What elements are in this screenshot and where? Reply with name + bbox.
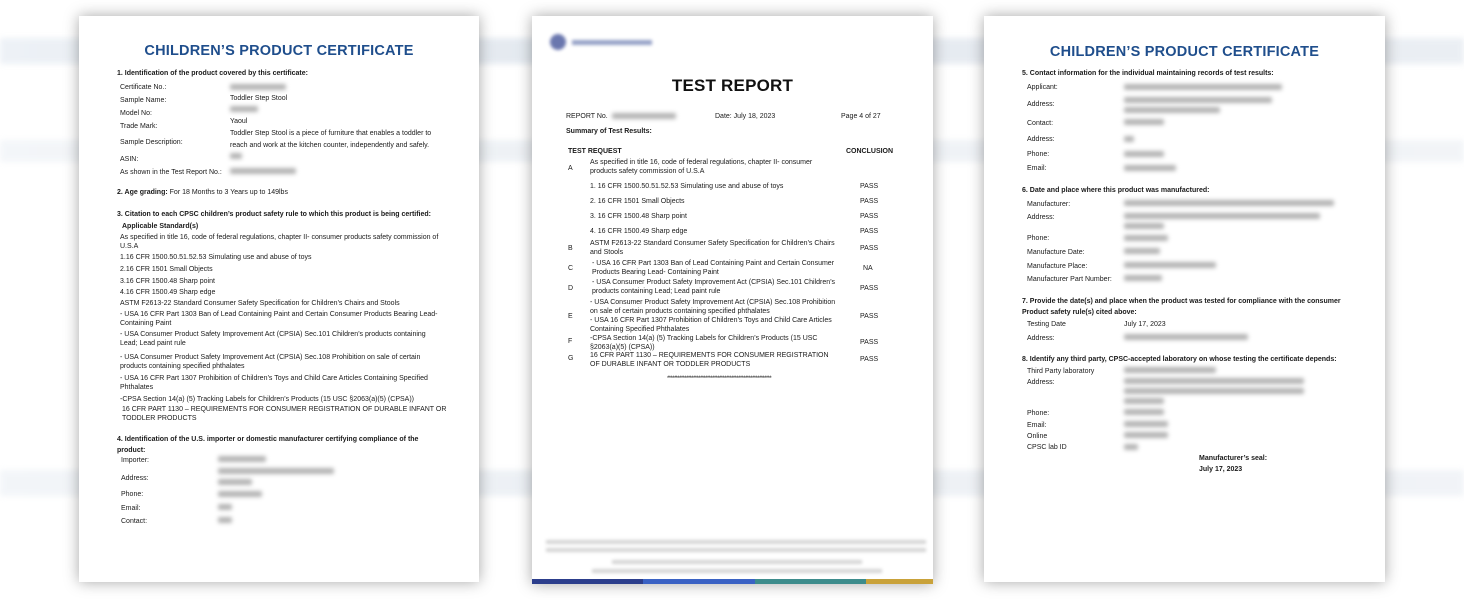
field-value: July 17, 2023 xyxy=(1124,321,1166,328)
standard-line: - USA 16 CFR Part 1307 Prohibition of Children’s Toys and Child Care Articles Containing Specified Phthalates xyxy=(120,375,428,391)
footer-address xyxy=(592,569,882,573)
field-label: Address: xyxy=(1027,101,1055,108)
field-label: Online xyxy=(1027,433,1048,440)
field-label: Phone: xyxy=(1027,410,1050,417)
redacted-value xyxy=(1124,275,1162,281)
section-heading xyxy=(117,188,288,197)
field-label: Email: xyxy=(1027,165,1047,172)
field-label: Trade Mark: xyxy=(120,123,158,130)
row-result: PASS xyxy=(860,183,879,190)
field-label: Testing Date xyxy=(1027,321,1066,328)
page-number: Page 4 of 27 xyxy=(841,113,881,120)
redacted-value xyxy=(1124,84,1282,90)
page-title: CHILDREN’S PRODUCT CERTIFICATE xyxy=(144,43,414,59)
standard-line: ASTM F2613-22 Standard Consumer Safety Specification for Children’s Chairs and Stools xyxy=(120,300,400,307)
standard-line: 1.16 CFR 1500.50.51.52.53 Simulating use and abuse of toys xyxy=(120,254,312,261)
footer-bar-segment xyxy=(866,579,933,584)
redacted-value xyxy=(1124,235,1168,241)
seal-label: Manufacturer’s seal: xyxy=(1199,455,1268,462)
row-letter: D xyxy=(568,285,574,292)
row-result: PASS xyxy=(860,245,879,252)
redacted-value xyxy=(1124,136,1134,142)
row-text: - USA 16 CFR Part 1303 Ban of Lead Containing Paint and Certain Consumer Products Bearing Lead- Containing Paint xyxy=(592,260,835,276)
field-label: Phone: xyxy=(121,491,144,498)
age-grading-label: 2. Age grading: xyxy=(117,189,168,196)
redacted-value xyxy=(1124,119,1164,125)
section-heading: 4. Identification of the U.S. importer or domestic manufacturer certifying compliance of the product: xyxy=(117,436,419,454)
field-label: As shown in the Test Report No.: xyxy=(120,169,222,176)
footer-disclaimer xyxy=(546,540,926,544)
field-label: ASIN: xyxy=(120,156,139,163)
row-letter: A xyxy=(568,165,573,172)
field-label: Third Party laboratory xyxy=(1027,368,1095,375)
field-label: Address: xyxy=(121,475,149,482)
standard-line: 2.16 CFR 1501 Small Objects xyxy=(120,266,213,273)
footer-disclaimer xyxy=(546,548,926,552)
row-text: - USA Consumer Product Safety Improvement Act (CPSIA) Sec.101 Children’s products containing Lead; Lead paint rule xyxy=(592,279,836,295)
redacted-value xyxy=(218,491,262,497)
row-result: PASS xyxy=(860,313,879,320)
redacted-value xyxy=(1124,262,1216,268)
redacted-value xyxy=(1124,367,1216,373)
redacted-value xyxy=(218,456,266,462)
row-letter: C xyxy=(568,265,574,272)
field-label: Phone: xyxy=(1027,151,1050,158)
redacted-value xyxy=(1124,248,1160,254)
field-value: Yaoul xyxy=(230,118,248,125)
redacted-value xyxy=(1124,107,1220,113)
row-letter: B xyxy=(568,245,573,252)
redacted-value xyxy=(1124,334,1248,340)
report-title: TEST REPORT xyxy=(671,76,794,95)
standard-line: - USA Consumer Product Safety Improvement Act (CPSIA) Sec.108 Prohibition on sale of certain products containing specified phthalates xyxy=(120,354,421,370)
field-label: Applicant: xyxy=(1027,84,1058,91)
footer-color-bar xyxy=(532,579,933,584)
row-letter: G xyxy=(568,355,574,362)
section-heading: 7. Provide the date(s) and place when the product was tested for compliance with the consumer Product safety rule(s) cited above: xyxy=(1022,298,1341,316)
row-letter: F xyxy=(568,338,573,345)
standard-line: - USA 16 CFR Part 1303 Ban of Lead Containing Paint and Certain Consumer Products Bearing Lead- Containing Paint xyxy=(120,311,438,327)
field-label: Certificate No.: xyxy=(120,84,167,91)
redacted-value xyxy=(1124,97,1272,103)
row-text: 3. 16 CFR 1500.48 Sharp point xyxy=(590,213,687,220)
row-text: As specified in title 16, code of federal regulations, chapter II- consumer products safety commission of U.S.A xyxy=(590,159,813,175)
seal-date: July 17, 2023 xyxy=(1199,466,1243,473)
certificate-page-2 xyxy=(984,16,1385,582)
row-text: -CPSA Section 14(a) (5) Tracking Labels for Children’s Products (15 USC §2063(a)(5) (CPSA)) xyxy=(590,335,818,351)
footer-bar-segment xyxy=(643,579,754,584)
field-label: Model No: xyxy=(120,110,152,117)
row-text: ASTM F2613-22 Standard Consumer Safety Specification for Children’s Chairs and Stools xyxy=(590,240,835,256)
redacted-value xyxy=(1124,398,1164,404)
field-label: Manufacturer: xyxy=(1027,201,1071,208)
field-label: CPSC lab ID xyxy=(1027,444,1067,451)
field-label: Address: xyxy=(1027,214,1055,221)
row-result: NA xyxy=(863,265,873,272)
section-heading: 3. Citation to each CPSC children’s product safety rule to which this product is being certified: xyxy=(117,211,432,218)
redacted-value xyxy=(1124,444,1138,450)
standard-line: -CPSA Section 14(a) (5) Tracking Labels for Children’s Products (15 USC §2063(a)(5) (CPSA)) xyxy=(120,396,414,403)
redacted-value xyxy=(1124,151,1164,157)
age-grading-value: For 18 Months to 3 Years up to 149lbs xyxy=(167,189,288,196)
standard-line: 3.16 CFR 1500.48 Sharp point xyxy=(120,278,215,285)
field-label: Phone: xyxy=(1027,235,1050,242)
report-number-label: REPORT No. xyxy=(566,113,608,120)
redacted-value xyxy=(230,84,286,90)
field-label: Manufacturer Part Number: xyxy=(1027,276,1112,283)
row-result: PASS xyxy=(860,339,879,346)
redacted-value xyxy=(230,153,242,159)
redacted-value xyxy=(218,504,232,510)
end-of-summary-stars: ************************************************************ xyxy=(667,376,772,382)
summary-heading: Summary of Test Results: xyxy=(566,128,652,135)
section-heading: 1. Identification of the product covered by this certificate: xyxy=(117,70,308,77)
section-heading: 8. Identify any third party, CPSC-accepted laboratory on whose testing the certificate depends: xyxy=(1022,356,1337,363)
row-text: 4. 16 CFR 1500.49 Sharp edge xyxy=(590,228,688,235)
redacted-value xyxy=(230,168,296,174)
field-label: Manufacture Date: xyxy=(1027,249,1085,256)
redacted-value xyxy=(218,517,232,523)
field-label: Address: xyxy=(1027,379,1055,386)
applicable-standards-heading: Applicable Standard(s) xyxy=(122,223,199,230)
footer-address xyxy=(612,560,862,564)
field-label: Importer: xyxy=(121,457,150,464)
redacted-value xyxy=(1124,432,1168,438)
field-value: Toddler Step Stool xyxy=(230,95,288,102)
row-text: - USA Consumer Product Safety Improvement Act (CPSIA) Sec.108 Prohibition on sale of certain products containing specified phthalates - USA 16 CFR Part 1307 Prohibition of Children’s Toys and Child Care Articles Containing Specified Phthalates xyxy=(590,299,836,333)
row-result: PASS xyxy=(860,213,879,220)
field-label: Sample Name: xyxy=(120,97,167,104)
certificate-page-1 xyxy=(79,16,479,582)
redacted-value xyxy=(612,113,676,119)
redacted-value xyxy=(1124,409,1164,415)
redacted-value xyxy=(218,468,334,474)
redacted-value xyxy=(230,106,258,112)
redacted-value xyxy=(218,479,252,485)
field-value: Toddler Step Stool is a piece of furniture that enables a toddler to reach and work at the kitchen counter, independently and safely. xyxy=(230,130,432,149)
footer-bar-segment xyxy=(755,579,866,584)
row-result: PASS xyxy=(860,198,879,205)
lab-logo xyxy=(550,34,655,50)
standard-line: 16 CFR PART 1130 – REQUIREMENTS FOR CONSUMER REGISTRATION OF DURABLE INFANT OR TODDLER PRODUCTS xyxy=(122,406,447,422)
row-result: PASS xyxy=(860,228,879,235)
standard-line: As specified in title 16, code of federal regulations, chapter II- consumer products safety commission of U.S.A xyxy=(120,234,439,250)
field-label: Email: xyxy=(1027,422,1047,429)
redacted-value xyxy=(1124,388,1304,394)
row-text: 1. 16 CFR 1500.50.51.52.53 Simulating use and abuse of toys xyxy=(590,183,784,190)
standard-line: - USA Consumer Product Safety Improvement Act (CPSIA) Sec.101 Children’s products containing Lead; Lead paint rule xyxy=(120,331,426,347)
field-label: Contact: xyxy=(121,518,148,525)
page-title: CHILDREN’S PRODUCT CERTIFICATE xyxy=(1049,44,1320,60)
field-label: Manufacture Place: xyxy=(1027,263,1088,270)
test-report-page xyxy=(532,16,933,584)
row-text: 2. 16 CFR 1501 Small Objects xyxy=(590,198,685,205)
column-header-request: TEST REQUEST xyxy=(568,148,622,155)
redacted-value xyxy=(1124,421,1168,427)
field-label: Contact: xyxy=(1027,120,1054,127)
standard-line: 4.16 CFR 1500.49 Sharp edge xyxy=(120,289,216,296)
field-label: Address: xyxy=(1027,136,1055,143)
redacted-value xyxy=(1124,200,1334,206)
field-label: Address: xyxy=(1027,335,1055,342)
row-text: 16 CFR PART 1130 – REQUIREMENTS FOR CONSUMER REGISTRATION OF DURABLE INFANT OR TODDLER PRODUCTS xyxy=(590,352,829,368)
footer-bar-segment xyxy=(532,579,643,584)
column-header-conclusion: CONCLUSION xyxy=(846,148,894,155)
redacted-value xyxy=(1124,378,1304,384)
redacted-value xyxy=(1124,165,1176,171)
row-letter: E xyxy=(568,313,573,320)
field-label: Email: xyxy=(121,505,141,512)
section-heading: 5. Contact information for the individual maintaining records of test results: xyxy=(1022,70,1274,77)
section-heading: 6. Date and place where this product was manufactured: xyxy=(1022,187,1210,194)
row-result: PASS xyxy=(860,356,879,363)
report-date: Date: July 18, 2023 xyxy=(715,113,776,120)
redacted-value xyxy=(1124,223,1164,229)
row-result: PASS xyxy=(860,285,879,292)
redacted-value xyxy=(1124,213,1320,219)
field-label: Sample Description: xyxy=(120,139,183,146)
